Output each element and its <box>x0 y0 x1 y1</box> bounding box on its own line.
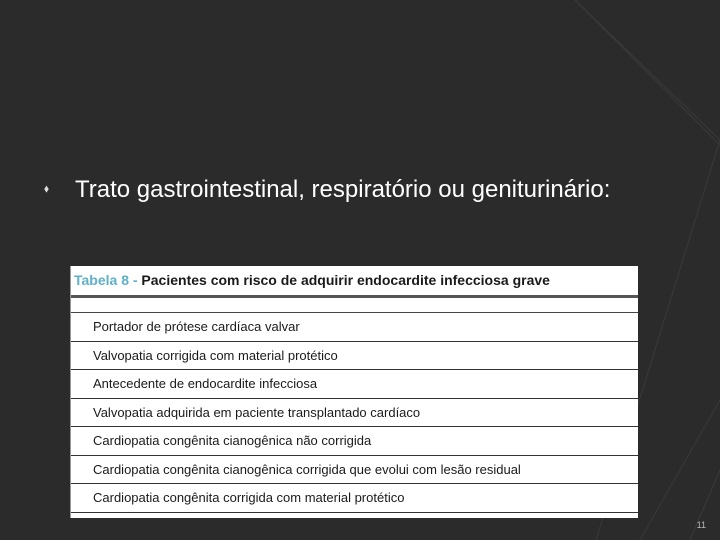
table-row: Valvopatia adquirida em paciente transplantado cardíaco <box>71 399 638 428</box>
bullet-text: Trato gastrointestinal, respiratório ou geniturinário: <box>75 176 611 203</box>
bullet-marker-icon: ⬧ <box>44 182 49 195</box>
page-number: 11 <box>696 520 706 530</box>
table-row: Cardiopatia congênita cianogênica não corrigida <box>71 427 638 456</box>
risk-table <box>70 266 638 518</box>
bullet-item <box>44 172 684 208</box>
table-row: Cardiopatia congênita cianogênica corrigida que evolui com lesão residual <box>71 456 638 485</box>
table-header-spacer <box>71 298 638 313</box>
table-title <box>71 266 638 298</box>
table-title-text: Pacientes com risco de adquirir endocardite infecciosa grave <box>137 272 550 288</box>
table-row: Antecedente de endocardite infecciosa <box>71 370 638 399</box>
table-row: Valvopatia corrigida com material protético <box>71 342 638 371</box>
table-row: Portador de prótese cardíaca valvar <box>71 313 638 342</box>
table-row: Cardiopatia congênita corrigida com material protético <box>71 484 638 513</box>
table-label: Tabela 8 - <box>74 272 138 288</box>
